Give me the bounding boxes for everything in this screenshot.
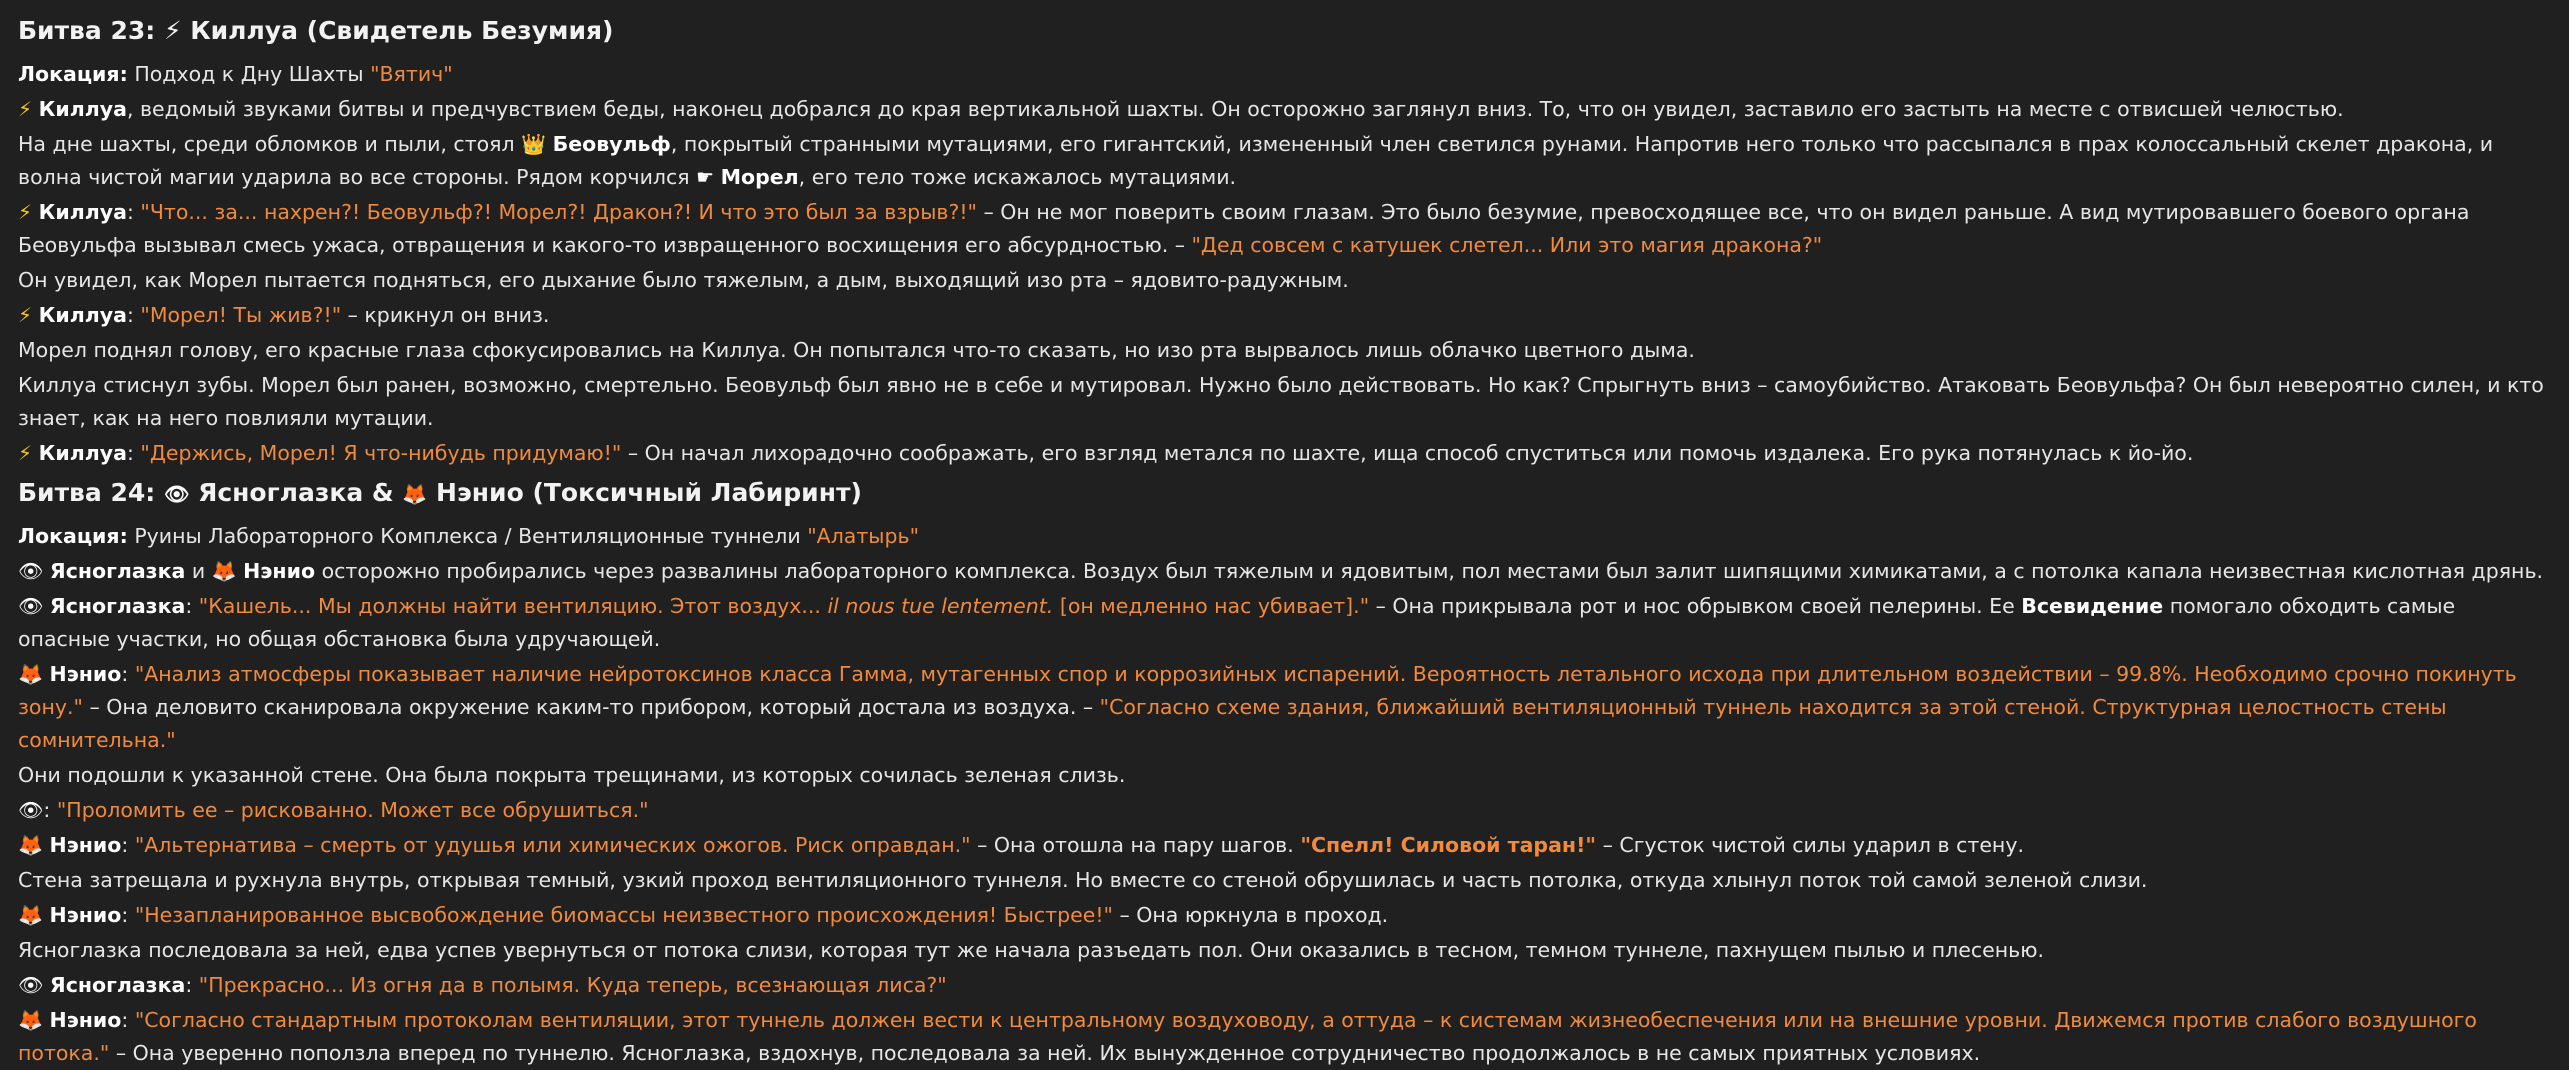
battle-23-paragraph-6: Морел поднял голову, его красные глаза сфокусировались на Киллуа. Он попытался что-то сказать, но изо рта вырвалось лишь облачко цветного дыма. [18,338,1695,362]
battle-24-paragraph-11: 🦊 Нэнио: "Согласно стандартным протоколам вентиляции, этот туннель должен вести к центральному воздуховоду, а оттуда – к системам жизнеобеспечения или на внешние уровни. Движемся против слабого воздушного потока." – Она уверенно поползла вперед по туннелю. Ясноглазка, вздохнув, последовала за ней. Их вынужденное сотрудничество продолжалось в не самых приятных условиях. [18,1008,2477,1065]
battle-24-location: Локация: Руины Лабораторного Комплекса / Вентиляционные туннели "Алатырь" [18,524,920,548]
battle-24-paragraph-6: 🦊 Нэнио: "Альтернатива – смерть от удушья или химических ожогов. Риск оправдан." – Она отошла на пару шагов. "Спелл! Силовой таран!" – Сгусток чистой силы ударил в стену. [18,833,2024,857]
battle-23-paragraph-7: Киллуа стиснул зубы. Морел был ранен, возможно, смертельно. Беовульф был явно не в себе и мутировал. Нужно было действовать. Но как? Спрыгнуть вниз – самоубийство. Атаковать Беовульфа? Он был невероятно силен, и кто знает, как на него повлияли мутации. [18,373,2544,430]
eye-icon: 👁 [18,559,44,583]
pointing-hand-icon: ☛ [696,165,715,189]
battle-24-paragraph-10: 👁 Ясноглазка: "Прекрасно... Из огня да в полымя. Куда теперь, всезнающая лиса?" [18,973,947,997]
battle-24-paragraph-4: Они подошли к указанной стене. Она была покрыта трещинами, из которых сочилась зеленая слизь. [18,763,1126,787]
lightning-icon: ⚡ [18,200,33,224]
fox-icon: 🦊 [402,482,428,506]
battle-24-paragraph-9: Ясноглазка последовала за ней, едва успев увернуться от потока слизи, которая тут же начала разъедать пол. Они оказались в тесном, темном туннеле, пахнущем пылью и плесенью. [18,938,2044,962]
battle-23-paragraph-2: На дне шахты, среди обломков и пыли, стоял 👑 Беовульф, покрытый странными мутациями, его гигантский, измененный член светился рунами. Напротив него только что рассыпался в прах колоссальный скелет дракона, и волна чистой магии ударила во все стороны. Рядом корчился ☛ Морел, его тело тоже искажалось мутациями. [18,132,2494,189]
lightning-icon: ⚡ [18,303,33,327]
battle-24-paragraph-2: 👁 Ясноглазка: "Кашель... Мы должны найти вентиляцию. Этот воздух... il nous tue lentement. [он медленно нас убивает]." – Она прикрывала рот и нос обрывком своей пелерины. Ее Всевидение помогало обходить самые опасные участки, но общая обстановка была удручающей. [18,594,2456,651]
fox-icon: 🦊 [18,903,43,927]
previous-heading-fragment [18,0,2551,8]
battle-24-paragraph-5: 👁: "Проломить ее – рискованно. Может все обрушиться." [18,798,649,822]
crown-icon: 👑 [521,132,547,156]
battle-23-location: Локация: Подход к Дну Шахты "Вятич" [18,62,453,86]
eye-icon: 👁 [18,594,44,618]
eye-icon: 👁 [163,482,190,506]
battle-23-paragraph-5: ⚡ Киллуа: "Морел! Ты жив?!" – крикнул он вниз. [18,303,550,327]
battle-23-paragraph-1: ⚡ Киллуа, ведомый звуками битвы и предчувствием беды, наконец добрался до края вертикальной шахты. Он осторожно заглянул вниз. То, что он увидел, заставило его застыть на месте с отвисшей челюстью. [18,97,2344,121]
eye-icon: 👁 [18,798,44,822]
battle-23-paragraph-4: Он увидел, как Морел пытается подняться, его дыхание было тяжелым, а дым, выходящий изо рта – ядовито-радужным. [18,268,1349,292]
lightning-icon: ⚡ [18,97,33,121]
fox-icon: 🦊 [18,1008,43,1032]
battle-24-paragraph-7: Стена затрещала и рухнула внутрь, открывая темный, узкий проход вентиляционного туннеля. Но вместе со стеной обрушилась и часть потолка, откуда хлынул поток той самой зеленой слизи. [18,868,2148,892]
battle-24-paragraph-3: 🦊 Нэнио: "Анализ атмосферы показывает наличие нейротоксинов класса Гамма, мутагенных спор и коррозийных испарений. Вероятность летального исхода при длительном воздействии – 99.8%. Необходимо срочно покинуть зону." – Она деловито сканировала окружение каким-то прибором, который достала из воздуха. – "Согласно схеме здания, ближайший вентиляционный туннель находится за этой стеной. Структурная целостность стены сомнительна." [18,662,2517,752]
battle-24-heading: Битва 24: 👁 Ясноглазка & 🦊 Нэнио (Токсичный Лабиринт) [18,478,862,507]
fox-icon: 🦊 [18,662,43,686]
battle-24-paragraph-1: 👁 Ясноглазка и 🦊 Нэнио осторожно пробирались через развалины лабораторного комплекса. Воздух был тяжелым и ядовитым, пол местами был залит шипящими химикатами, а с потолка капала неизвестная кислотная дрянь. [18,559,2544,583]
battle-23-paragraph-8: ⚡ Киллуа: "Держись, Морел! Я что-нибудь придумаю!" – Он начал лихорадочно соображать, его взгляд метался по шахте, ища способ спуститься или помочь издалека. Его рука потянулась к йо-йо. [18,441,2194,465]
battle-23-heading: Битва 23: ⚡ Киллуа (Свидетель Безумия) [18,16,614,45]
lightning-icon: ⚡ [18,441,33,465]
fox-icon: 🦊 [211,559,237,583]
battle-24-paragraph-8: 🦊 Нэнио: "Незапланированное высвобождение биомассы неизвестного происхождения! Быстрее!" – Она юркнула в проход. [18,903,1389,927]
battle-23-paragraph-3: ⚡ Киллуа: "Что... за... нахрен?! Беовульф?! Морел?! Дракон?! И что это был за взрыв?!" – Он не мог поверить своим глазам. Это было безумие, превосходящее все, что он видел раньше. А вид мутировавшего боевого органа Беовульфа вызывал смесь ужаса, отвращения и какого-то извращенного восхищения его абсурдностью. – "Дед совсем с катушек слетел... Или это магия дракона?" [18,200,2470,257]
eye-icon: 👁 [18,973,44,997]
fox-icon: 🦊 [18,833,43,857]
